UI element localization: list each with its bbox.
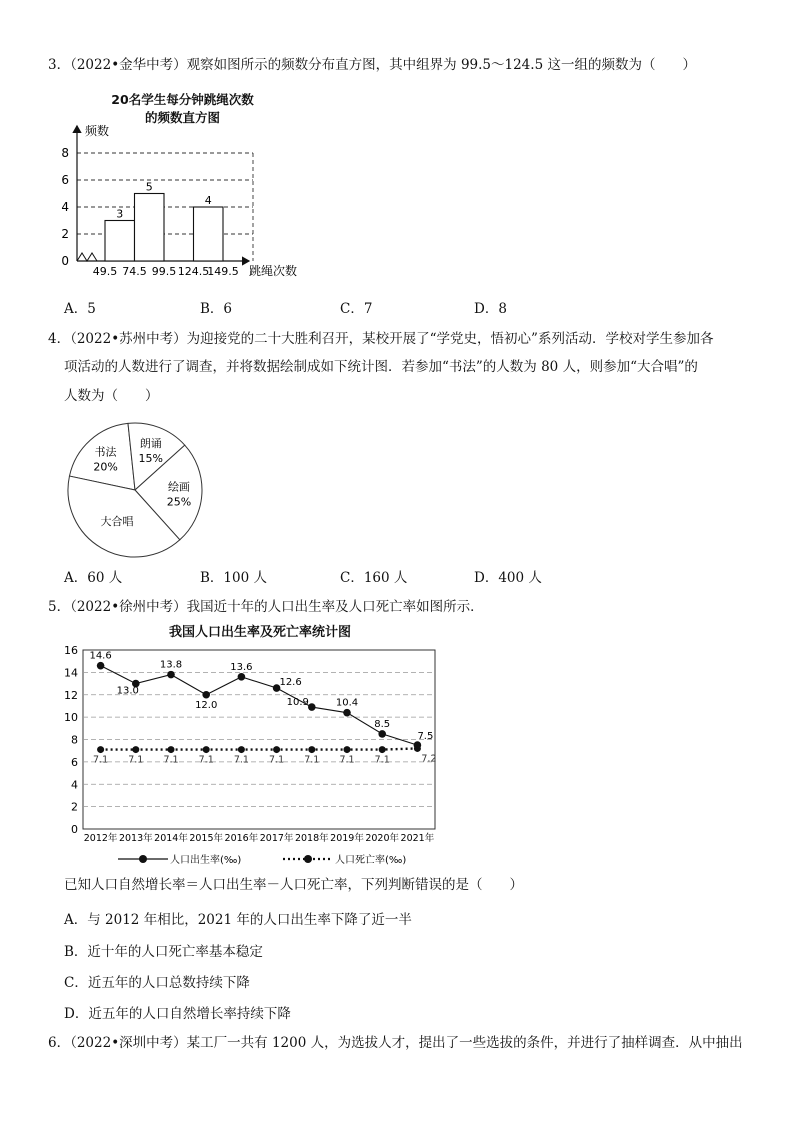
death-rate-label: 7.1 bbox=[374, 754, 390, 766]
histogram-xlabel: 跳绳次数 bbox=[249, 264, 298, 278]
death-rate-label: 7.1 bbox=[339, 754, 355, 766]
histogram-bar bbox=[194, 207, 224, 261]
line-y-tick: 14 bbox=[64, 666, 78, 680]
q4-option-c[interactable]: C．160 人 bbox=[340, 570, 408, 586]
line-x-tick: 2020年 bbox=[365, 833, 400, 844]
death-rate-point bbox=[238, 746, 245, 753]
line-y-tick: 10 bbox=[64, 711, 78, 725]
pie-slice-label: 绘画 bbox=[167, 480, 190, 494]
line-chart-title: 我国人口出生率及死亡率统计图 bbox=[168, 625, 351, 640]
line-x-tick: 2014年 bbox=[154, 833, 188, 844]
histogram-bar-label: 4 bbox=[204, 194, 212, 207]
q5-option-c[interactable]: C．近五年的人口总数持续下降 bbox=[64, 975, 250, 991]
death-rate-label: 7.1 bbox=[304, 754, 320, 766]
birth-rate-label: 12.0 bbox=[195, 699, 218, 711]
birth-rate-point bbox=[414, 741, 422, 749]
death-rate-label: 7.1 bbox=[93, 754, 109, 766]
birth-rate-line bbox=[101, 666, 418, 745]
line-x-tick: 2016年 bbox=[224, 833, 259, 844]
histogram-bar bbox=[135, 194, 165, 262]
q4-stem-line2: 项活动的人数进行了调查，并将数据绘制成如下统计图．若参加“书法”的人数为 80 人，则参加“大合唱”的 bbox=[64, 359, 698, 375]
legend-death-label: 人口死亡率(‰) bbox=[335, 855, 407, 866]
death-rate-point bbox=[308, 746, 315, 753]
histogram-title: 20名学生每分钟跳绳次数 bbox=[111, 92, 254, 107]
death-rate-label: 7.1 bbox=[128, 754, 144, 766]
pie-slice-label: 朗诵 bbox=[139, 436, 162, 450]
birth-rate-label: 8.5 bbox=[374, 718, 391, 730]
line-y-tick: 0 bbox=[71, 823, 78, 836]
birth-rate-label: 10.9 bbox=[286, 697, 309, 709]
line-y-tick: 16 bbox=[64, 644, 78, 657]
histogram-bar-label: 5 bbox=[145, 180, 153, 194]
histogram-y-tick: 8 bbox=[61, 146, 69, 160]
line-x-tick: 2021年 bbox=[400, 833, 435, 844]
line-y-tick: 8 bbox=[71, 733, 78, 747]
legend-death-marker bbox=[304, 855, 312, 863]
death-rate-point bbox=[203, 746, 210, 753]
death-rate-line bbox=[101, 748, 418, 749]
birth-rate-label: 13.0 bbox=[116, 685, 139, 697]
death-rate-point bbox=[273, 746, 280, 753]
histogram-y-tick: 2 bbox=[61, 227, 69, 241]
birth-rate-point bbox=[378, 730, 386, 738]
q5-stem: 5．（2022•徐州中考）我国近十年的人口出生率及人口死亡率如图所示． bbox=[48, 599, 484, 615]
line-x-tick: 2018年 bbox=[294, 833, 329, 844]
histogram-x-tick: 49.5 bbox=[92, 265, 118, 278]
birth-rate-label: 7.5 bbox=[417, 731, 434, 743]
histogram-y-tick: 4 bbox=[61, 200, 69, 214]
line-x-tick: 2017年 bbox=[259, 833, 294, 844]
death-rate-label: 7.1 bbox=[163, 754, 179, 766]
histogram-bar bbox=[105, 221, 135, 262]
histogram-x-tick: 74.5 bbox=[122, 265, 147, 278]
q4-stem-line3: 人数为（ ） bbox=[64, 388, 159, 404]
pie-slice-percent: 15% bbox=[138, 451, 163, 465]
pie-slice-label: 大合唱 bbox=[100, 515, 134, 529]
line-chart bbox=[58, 640, 478, 870]
q5-option-d[interactable]: D．近五年的人口自然增长率持续下降 bbox=[64, 1006, 291, 1022]
q4-option-d[interactable]: D．400 人 bbox=[474, 570, 542, 586]
histogram-subtitle: 的频数直方图 bbox=[144, 110, 220, 125]
death-rate-label: 7.1 bbox=[233, 754, 249, 766]
q4-stem-line1: 4．（2022•苏州中考）为迎接党的二十大胜利召开，某校开展了“学党史，悟初心”系列活动．学校对学生参加各 bbox=[48, 331, 714, 347]
death-rate-label: 7.2 bbox=[421, 753, 437, 765]
histogram-bar-label: 3 bbox=[116, 207, 124, 221]
histogram-y-tick: 0 bbox=[61, 254, 69, 268]
axis-break-icon bbox=[77, 253, 97, 261]
birth-rate-point bbox=[97, 662, 105, 670]
line-x-tick: 2012年 bbox=[83, 833, 118, 844]
birth-rate-label: 14.6 bbox=[89, 650, 112, 662]
histogram-x-tick: 124.5 bbox=[177, 265, 210, 278]
q5-option-a[interactable]: A．与 2012 年相比，2021 年的人口出生率下降了近一半 bbox=[64, 912, 412, 928]
death-rate-label: 7.1 bbox=[269, 754, 285, 766]
death-rate-point bbox=[344, 746, 351, 753]
legend-birth-label: 人口出生率(‰) bbox=[170, 855, 242, 866]
birth-rate-label: 13.6 bbox=[230, 661, 253, 673]
line-y-tick: 6 bbox=[71, 755, 78, 769]
pie-slice-label: 书法 bbox=[94, 445, 117, 459]
birth-rate-point bbox=[238, 673, 246, 681]
line-y-tick: 12 bbox=[64, 688, 78, 702]
line-y-tick: 4 bbox=[71, 778, 78, 792]
line-x-tick: 2013年 bbox=[118, 833, 153, 844]
death-rate-point bbox=[168, 746, 175, 753]
q4-option-a[interactable]: A．60 人 bbox=[64, 570, 123, 586]
death-rate-point bbox=[97, 746, 104, 753]
birth-rate-label: 12.6 bbox=[279, 677, 302, 689]
histogram-chart bbox=[55, 118, 315, 288]
line-x-tick: 2015年 bbox=[189, 833, 224, 844]
histogram-gridlines bbox=[77, 153, 253, 261]
q3-option-a[interactable]: A．5 bbox=[64, 301, 96, 317]
birth-rate-point bbox=[202, 691, 210, 699]
q5-question: 已知人口自然增长率＝人口出生率－人口死亡率，下列判断错误的是（ ） bbox=[64, 877, 523, 893]
q4-option-b[interactable]: B．100 人 bbox=[200, 570, 267, 586]
histogram-ylabel: 频数 bbox=[85, 124, 110, 138]
histogram-y-tick: 6 bbox=[61, 173, 69, 187]
pie-slice-percent: 25% bbox=[166, 495, 192, 509]
birth-rate-label: 13.8 bbox=[159, 659, 183, 671]
line-chart-legend bbox=[118, 853, 406, 866]
birth-rate-point bbox=[343, 709, 351, 717]
pie-chart bbox=[60, 415, 210, 565]
histogram-x-tick: 99.5 bbox=[151, 265, 177, 278]
q5-option-b[interactable]: B．近十年的人口死亡率基本稳定 bbox=[64, 944, 263, 960]
q3-option-d[interactable]: D．8 bbox=[474, 301, 507, 317]
q6-stem: 6．（2022•深圳中考）某工厂一共有 1200 人，为选拔人才，提出了一些选拔的条件，并进行了抽样调查．从中抽出 bbox=[48, 1035, 743, 1051]
birth-rate-point bbox=[167, 671, 175, 679]
birth-rate-label: 10.4 bbox=[335, 697, 359, 709]
legend-birth-marker bbox=[139, 855, 147, 863]
line-x-tick: 2019年 bbox=[330, 833, 364, 844]
q3-option-b[interactable]: B．6 bbox=[200, 301, 233, 317]
birth-rate-point bbox=[308, 703, 316, 711]
histogram-x-tick: 149.5 bbox=[207, 265, 239, 278]
death-rate-label: 7.1 bbox=[198, 754, 214, 766]
q3-stem: 3．（2022•金华中考）观察如图所示的频数分布直方图，其中组界为 99.5～124.5 这一组的频数为（ ） bbox=[48, 57, 696, 73]
death-rate-point bbox=[132, 746, 139, 753]
pie-slice-percent: 20% bbox=[93, 460, 118, 474]
line-y-tick: 2 bbox=[71, 800, 78, 814]
death-rate-point bbox=[379, 746, 386, 753]
q3-option-c[interactable]: C．7 bbox=[340, 301, 373, 317]
